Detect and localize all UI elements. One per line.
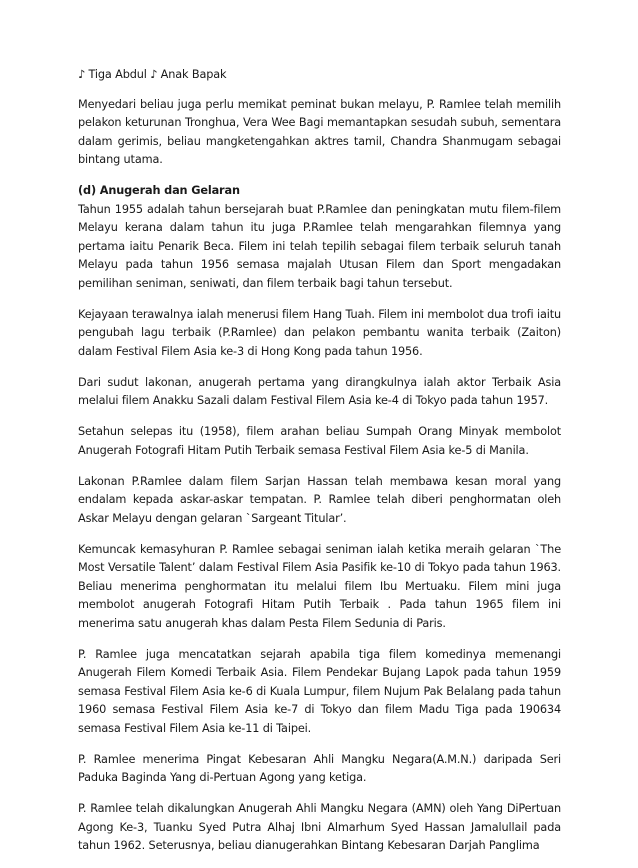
paragraph-versatile-talent: Kemuncak kemasyhuran P. Ramlee sebagai seniman ialah ketika meraih gelaran `The Most Versatile Talent’ dalam Festival Filem Asia Pasifik ke-10 di Tokyo pada tahun 1963. Beliau menerima penghormatan itu melalui filem Ibu Mertuaku. Filem mini juga membolot anugerah Fotografi Hitam Putih Terbaik . Pada tahun 1965 filem ini menerima satu anugerah khas dalam Pesta Filem Sedunia di Paris.	[78, 542, 561, 630]
paragraph-comedy-awards: P. Ramlee juga mencatatkan sejarah apabila tiga filem komedinya memenangi Anugerah Filem Komedi Terbaik Asia. Filem Pendekar Bujang Lapok pada tahun 1959 semasa Festival Filem Asia ke-6 di Kuala Lumpur, filem Nujum Pak Belalang pada tahun 1960 semasa Festival Filem Asia ke-7 di Tokyo dan filem Madu Tiga pada 190634 semasa Festival Filem Asia ke-11 di Taipei.	[78, 647, 561, 735]
document-body	[78, 66, 561, 868]
paragraph-casting: Menyedari beliau juga perlu memikat peminat bukan melayu, P. Ramlee telah memilih pelakon keturunan Tronghua, Vera Wee Bagi memantapkan sesudah subuh, sementara dalam gerimis, beliau mangketengahkan aktres tamil, Chandra Shanmugam sebagai bintang utama.	[78, 97, 561, 166]
paragraph-1955-text: Tahun 1955 adalah tahun bersejarah buat P.Ramlee dan peningkatan mutu filem-filem Melayu kerana dalam tahun itu juga P.Ramlee telah mengarahkan filemnya yang pertama iaitu Penarik Beca. Filem ini telah tepilih sebagai filem terbaik seluruh tanah Melayu pada tahun 1956 semasa majalah Utusan Filem dan Sport mengadakan pemilihan seniman, seniwati, dan filem terbaik bagi tahun tersebut.	[78, 202, 561, 290]
paragraph-1958: Setahun selepas itu (1958), filem arahan beliau Sumpah Orang Minyak membolot Anugerah Fotografi Hitam Putih Terbaik semasa Festival Filem Asia ke-5 di Manila.	[78, 425, 561, 457]
paragraph-amn-award: P. Ramlee telah dikalungkan Anugerah Ahli Mangku Negara (AMN) oleh Yang DiPertuan Agong Ke-3, Tuanku Syed Putra Alhaj Ibni Almarhum Syed Hassan Jamalullail pada tahun 1962. Seterusnya, beliau dianugerahkan Bintang Kebesaran Darjah Panglima	[78, 802, 561, 852]
paragraph-hang-tuah: Kejayaan terawalnya ialah menerusi filem Hang Tuah. Filem ini membolot dua trofi iaitu pengubah lagu terbaik (P.Ramlee) dan pelakon pembantu wanita terbaik (Zaiton) dalam Festival Filem Asia ke-3 di Hong Kong pada tahun 1956.	[78, 307, 561, 358]
paragraph-amn-medal: P. Ramlee menerima Pingat Kebesaran Ahli Mangku Negara(A.M.N.) daripada Seri Paduka Baginda Yang di-Pertuan Agong yang ketiga.	[78, 752, 561, 784]
song-list-line: ♪ Tiga Abdul ♪ Anak Bapak	[78, 68, 227, 81]
paragraph-1955	[78, 182, 561, 293]
paragraph-anakku-sazali: Dari sudut lakonan, anugerah pertama yang dirangkulnya ialah aktor Terbaik Asia melalui filem Anakku Sazali dalam Festival Filem Asia ke-4 di Tokyo pada tahun 1957.	[78, 375, 561, 407]
section-heading: (d) Anugerah dan Gelaran	[78, 184, 240, 197]
paragraph-sarjan-hassan: Lakonan P.Ramlee dalam filem Sarjan Hassan telah membawa kesan moral yang endalam kepada askar-askar tempatan. P. Ramlee telah diberi penghormatan oleh Askar Melayu dengan gelaran `Sargeant Titular’.	[78, 474, 561, 525]
